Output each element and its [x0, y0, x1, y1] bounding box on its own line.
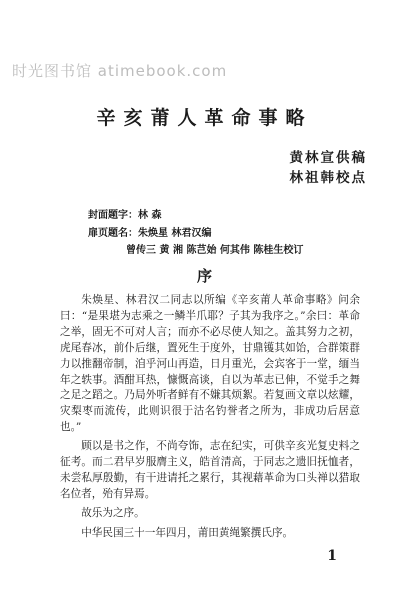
watermark: 时光图书馆 atimebook.com	[12, 62, 228, 80]
frontispiece-line: 扉页题名：朱焕星 林君汉编	[88, 228, 212, 239]
cover-inscription-line: 封面题字：林 森	[88, 210, 162, 221]
paragraph: 故乐为之序。	[81, 506, 145, 519]
contributors-line: 曾传三 黄 湘 陈芑始 何其伟 陈桂生校订	[126, 245, 304, 256]
signoff-line: 中华民国三十一年四月，莆田黄绳繁撰氏序。	[81, 527, 294, 539]
editor-credit: 林祖韩校点	[289, 170, 367, 186]
author-credit: 黄林宣供稿	[289, 150, 367, 166]
paragraph: 朱焕星、林君汉二同志以所编《辛亥莆人革命事略》问余曰：“是果堪为志乘之一鳞半爪耶？子其为我序之。”余曰：革命之举，固无不可对人言；而亦不必尽使人知之。盖其努力之初，虎尾春冰，前仆后继，置死生于度外，甘鼎镬其如饴，合群策群力以推翻帝制，洎乎河山再造，日月重光，会宾客于一堂，缅当年之轶事。酒酣耳热，慷慨高谈，自以为革志已伸，不觉手之舞之足之蹈之。乃局外听者鲜有不嫌其烦絮。若复画文章以炫耀，灾梨枣而流传，此则识很于沽名钓誉者之所为，非成功后居意也。”	[60, 294, 360, 434]
preface-body	[60, 293, 360, 522]
page-number: 1	[327, 548, 337, 564]
paragraph: 顾以是书之作，不尚夸饰，志在纪实，可供辛亥光复史料之征考。而二君早岁服膺主义，皓首清高，于同志之遗旧抚恤者，未尝私厚殷勤，有干进请托之累行，其视藉革命为口头禅以猎取名位者，殆有异焉。	[60, 440, 360, 500]
section-heading: 序	[196, 267, 212, 285]
document-title: 辛亥莆人革命事略	[96, 107, 313, 129]
